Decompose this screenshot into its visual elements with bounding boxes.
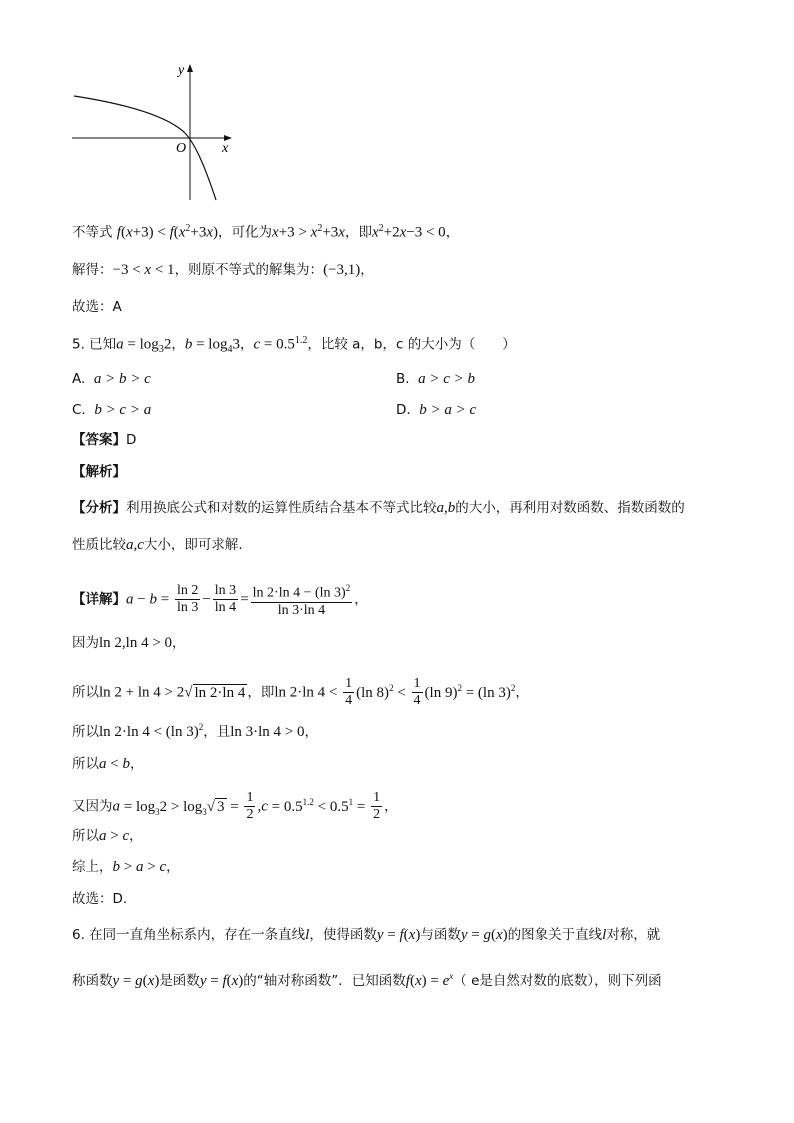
- detail-line: 【详解】a − b = $\frac{\ln 2}{\ln 3}$ − $\frac{\ln 3}{\ln 4}$ = $\frac{\ln 2\cdot\ln 4 - (\ln 3)^2}{\ln 3\cdot\ln 4}$ ，: [72, 580, 368, 619]
- text: ，: [445, 224, 460, 241]
- fenxi-line-1: 【分析】利用换底公式和对数的运算性质结合基本不等式比较a,b的大小，再利用对数函数、指数函数的: [72, 500, 685, 516]
- option-b: B. a > c > b: [396, 371, 476, 387]
- origin-label: O: [176, 141, 187, 156]
- text: ，即: [344, 224, 372, 241]
- q5-choice: 故选：D.: [72, 891, 128, 907]
- q5-stem: 5. 已知$a = \log_32$，$b = \log_43$，$c = 0.5^{1.2}$，比较 a，b，c 的大小为（ ）: [72, 335, 516, 356]
- text: ，: [360, 262, 374, 278]
- option-d: D. b > a > c: [396, 402, 477, 418]
- text: ，比较 a，b，c 的大小为（ ）: [307, 336, 516, 353]
- because-line: 因为ln 2,ln 4 > 0，: [72, 635, 186, 651]
- also-because-line: 又因为$a = \log_32 > \log_3√$ 3 = $\frac{1}{2}$ $,c = 0.5^{1.2} < 0.5^1$ = $\frac{1}{2}$ ，: [72, 790, 398, 822]
- so-line-1: 所以ln 2 + ln 4 > 2√ ln 2·ln 4 ，即ln 2·ln 4 < $\frac{1}{4}$ (ln 8)$^2$ < $\frac{1}{4}$ (ln 9)$^2$ = (ln 3)$^2$，: [72, 676, 529, 708]
- y-axis-arrow: [187, 64, 193, 72]
- text: 解得：: [72, 262, 113, 278]
- q6-line-2: 称函数y = g(x)是函数y = f(x)的“轴对称函数”．已知函数$f(x) = e^x$（ e是自然对数的底数），则下列函: [72, 971, 662, 989]
- answer-value: D: [126, 432, 137, 448]
- text: 不等式: [72, 224, 113, 241]
- q6-line-1: 6. 在同一直角坐标系内，存在一条直线l，使得函数y = f(x)与函数y = g(x)的图象关于直线l对称，就: [72, 927, 661, 943]
- q4-solve-line: 解得：−3 < x < 1，则原不等式的解集为：(−3,1)，: [72, 262, 374, 278]
- so-line-3: 所以a < b，: [72, 756, 144, 772]
- function-graph: [66, 60, 246, 204]
- curve: [74, 96, 216, 200]
- analysis-tag: 【解析】: [72, 464, 126, 480]
- answer-tag: 【答案】: [72, 432, 126, 448]
- y-axis-label: y: [178, 63, 185, 78]
- q4-inequality-line: 不等式 $f(x+3) < f(x^2+3x)$，可化为$x+3 > x^2+3x$，即$x^2+2x-3 < 0$，: [72, 223, 460, 241]
- fenxi-line-2: 性质比较a,c大小，即可求解.: [72, 537, 243, 553]
- so-line-4: 所以a > c，: [72, 828, 143, 844]
- text: ，则原不等式的解集为：: [174, 262, 324, 278]
- so-line-2: 所以ln 2·ln 4 < (ln 3)$^2$，且ln 3·ln 4 > 0，: [72, 722, 318, 740]
- summary-line: 综上，b > a > c，: [72, 859, 180, 875]
- formula: f: [116, 224, 121, 241]
- x-axis-label: x: [222, 141, 229, 156]
- option-a: A. a > b > c: [72, 371, 151, 387]
- text: ，可化为: [218, 224, 273, 241]
- option-c: C. b > c > a: [72, 402, 152, 418]
- question-number: 5. 已知: [72, 336, 117, 353]
- q4-choice: 故选：A: [72, 299, 122, 315]
- answer-line: [72, 430, 136, 450]
